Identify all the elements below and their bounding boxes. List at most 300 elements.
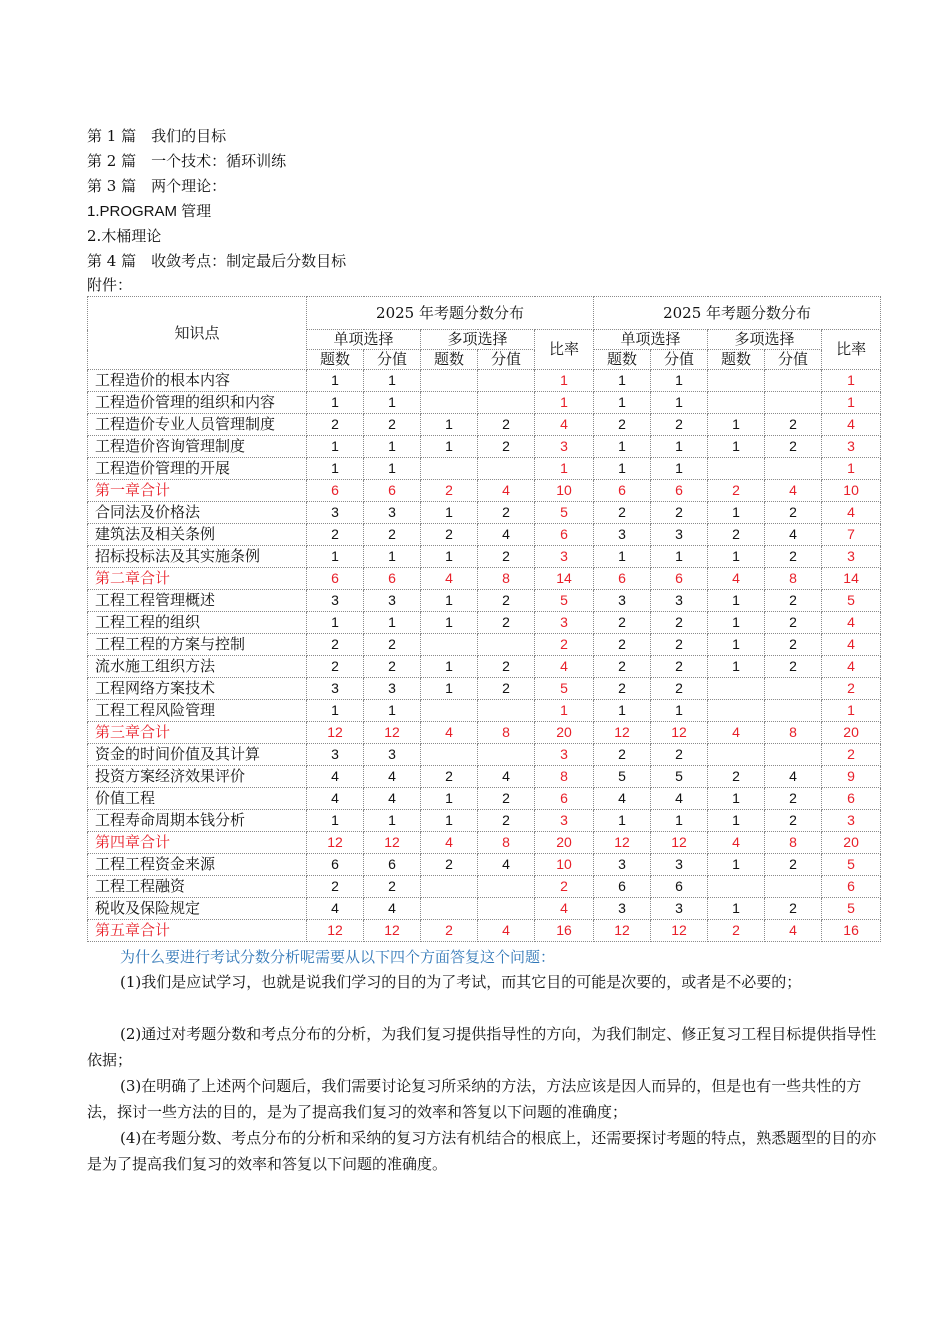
- knowledge-point-name: 第一章合计: [88, 480, 307, 502]
- ratio-cell: 1: [535, 700, 594, 722]
- header-count: 题数: [421, 350, 478, 370]
- value-cell: 1: [421, 414, 478, 436]
- value-cell: 4: [765, 920, 822, 942]
- value-cell: 1: [708, 502, 765, 524]
- value-cell: 2: [478, 788, 535, 810]
- value-cell: 2: [421, 920, 478, 942]
- ratio-cell: 5: [535, 502, 594, 524]
- knowledge-point-name: 合同法及价格法: [88, 502, 307, 524]
- value-cell: 6: [364, 854, 421, 876]
- ratio-cell: 5: [822, 898, 881, 920]
- value-cell: 1: [651, 392, 708, 414]
- paragraph: (1)我们是应试学习，也就是说我们学习的目的为了考试，而其它目的可能是次要的，或者是不必要的；: [120, 973, 802, 991]
- toc-item: 第 2 篇 一个技术：循环训练: [87, 152, 287, 170]
- ratio-cell: 9: [822, 766, 881, 788]
- value-cell: 1: [594, 458, 651, 480]
- value-cell: 2: [421, 854, 478, 876]
- value-cell: 2: [765, 436, 822, 458]
- value-cell: 2: [364, 876, 421, 898]
- value-cell: 1: [307, 370, 364, 392]
- ratio-cell: 1: [822, 458, 881, 480]
- value-cell: 2: [594, 414, 651, 436]
- knowledge-point-name: 资金的时间价值及其计算: [88, 744, 307, 766]
- value-cell: 2: [765, 502, 822, 524]
- knowledge-point-name: 工程寿命周期本钱分析: [88, 810, 307, 832]
- header-count: 题数: [307, 350, 364, 370]
- value-cell: [478, 876, 535, 898]
- ratio-cell: 4: [822, 634, 881, 656]
- value-cell: 4: [421, 568, 478, 590]
- value-cell: 1: [421, 590, 478, 612]
- value-cell: 4: [765, 524, 822, 546]
- toc-item: 第 3 篇 两个理论：: [87, 177, 227, 195]
- value-cell: 2: [307, 634, 364, 656]
- value-cell: [421, 744, 478, 766]
- value-cell: 3: [307, 590, 364, 612]
- value-cell: [421, 634, 478, 656]
- knowledge-point-name: 投资方案经济效果评价: [88, 766, 307, 788]
- value-cell: 4: [364, 788, 421, 810]
- value-cell: 1: [307, 458, 364, 480]
- header-single-choice: 单项选择: [594, 330, 708, 350]
- table-row: [88, 590, 881, 612]
- value-cell: 6: [364, 568, 421, 590]
- table-row: [88, 524, 881, 546]
- value-cell: 2: [478, 414, 535, 436]
- value-cell: 2: [765, 590, 822, 612]
- value-cell: 2: [651, 612, 708, 634]
- document-page: [87, 124, 882, 1177]
- value-cell: 1: [364, 700, 421, 722]
- value-cell: 6: [594, 480, 651, 502]
- ratio-cell: 10: [535, 854, 594, 876]
- value-cell: 12: [364, 722, 421, 744]
- ratio-cell: 3: [822, 546, 881, 568]
- value-cell: 5: [651, 766, 708, 788]
- ratio-cell: 10: [822, 480, 881, 502]
- knowledge-point-name: 工程造价管理的开展: [88, 458, 307, 480]
- value-cell: 3: [364, 744, 421, 766]
- ratio-cell: 6: [822, 788, 881, 810]
- attachment-label: 附件：: [87, 276, 133, 294]
- header-multi-choice: 多项选择: [421, 330, 535, 350]
- value-cell: 1: [307, 810, 364, 832]
- value-cell: 2: [364, 414, 421, 436]
- value-cell: 2: [478, 678, 535, 700]
- ratio-cell: 6: [535, 788, 594, 810]
- value-cell: [421, 392, 478, 414]
- ratio-cell: 6: [535, 524, 594, 546]
- knowledge-point-name: 第二章合计: [88, 568, 307, 590]
- header-count: 题数: [708, 350, 765, 370]
- value-cell: 2: [478, 810, 535, 832]
- chapter-total-row: [88, 568, 881, 590]
- header-single-choice: 单项选择: [307, 330, 421, 350]
- knowledge-point-name: 第三章合计: [88, 722, 307, 744]
- chapter-total-row: [88, 920, 881, 942]
- value-cell: 1: [364, 436, 421, 458]
- value-cell: 4: [307, 766, 364, 788]
- value-cell: [478, 458, 535, 480]
- knowledge-point-name: 流水施工组织方法: [88, 656, 307, 678]
- ratio-cell: 2: [822, 678, 881, 700]
- value-cell: 3: [364, 502, 421, 524]
- value-cell: [708, 458, 765, 480]
- score-distribution-table: [87, 296, 881, 942]
- value-cell: 6: [594, 876, 651, 898]
- value-cell: [478, 898, 535, 920]
- knowledge-point-name: 工程工程的组织: [88, 612, 307, 634]
- value-cell: 6: [594, 568, 651, 590]
- value-cell: 1: [421, 810, 478, 832]
- value-cell: 3: [364, 678, 421, 700]
- ratio-cell: 20: [822, 722, 881, 744]
- header-ratio: 比率: [822, 330, 881, 370]
- ratio-cell: 2: [535, 634, 594, 656]
- value-cell: 6: [307, 480, 364, 502]
- value-cell: [478, 370, 535, 392]
- value-cell: 1: [421, 546, 478, 568]
- ratio-cell: 5: [822, 854, 881, 876]
- ratio-cell: 4: [535, 414, 594, 436]
- value-cell: 2: [364, 524, 421, 546]
- paragraph: (2)通过对考题分数和考点分布的分析，为我们复习提供指导性的方向，为我们制定、修正复习工程目标提供指导性依据；: [87, 1025, 877, 1069]
- analysis-question: 为什么要进行考试分数分析呢需要从以下四个方面答复这个问题：: [120, 948, 556, 966]
- value-cell: 12: [651, 920, 708, 942]
- value-cell: 4: [594, 788, 651, 810]
- value-cell: 3: [594, 590, 651, 612]
- value-cell: 1: [421, 656, 478, 678]
- value-cell: 2: [594, 656, 651, 678]
- table-row: [88, 546, 881, 568]
- table-row: [88, 854, 881, 876]
- value-cell: 6: [651, 480, 708, 502]
- value-cell: 12: [307, 722, 364, 744]
- value-cell: 4: [307, 788, 364, 810]
- table-row: [88, 612, 881, 634]
- ratio-cell: 4: [822, 656, 881, 678]
- value-cell: 1: [594, 546, 651, 568]
- knowledge-point-name: 工程造价的根本内容: [88, 370, 307, 392]
- table-row: [88, 744, 881, 766]
- value-cell: 2: [765, 634, 822, 656]
- table-body: [88, 370, 881, 942]
- value-cell: 2: [765, 414, 822, 436]
- value-cell: 2: [307, 876, 364, 898]
- ratio-cell: 8: [535, 766, 594, 788]
- header-count: 题数: [594, 350, 651, 370]
- value-cell: [421, 700, 478, 722]
- value-cell: 2: [421, 524, 478, 546]
- value-cell: 1: [651, 458, 708, 480]
- table-row: [88, 634, 881, 656]
- chapter-total-row: [88, 480, 881, 502]
- table-row: [88, 392, 881, 414]
- ratio-cell: 6: [822, 876, 881, 898]
- value-cell: 6: [307, 854, 364, 876]
- value-cell: 8: [478, 722, 535, 744]
- toc-item: 第 4 篇 收敛考点：制定最后分数目标: [87, 252, 347, 270]
- value-cell: 4: [708, 722, 765, 744]
- value-cell: 2: [421, 480, 478, 502]
- value-cell: 2: [594, 678, 651, 700]
- value-cell: 4: [421, 722, 478, 744]
- value-cell: 2: [307, 656, 364, 678]
- value-cell: 1: [708, 656, 765, 678]
- header-group-left: 2025 年考题分数分布: [307, 297, 594, 330]
- value-cell: 12: [651, 722, 708, 744]
- value-cell: 12: [307, 920, 364, 942]
- ratio-cell: 5: [535, 590, 594, 612]
- ratio-cell: 16: [535, 920, 594, 942]
- value-cell: 8: [765, 722, 822, 744]
- knowledge-point-name: 工程造价管理的组织和内容: [88, 392, 307, 414]
- value-cell: [421, 876, 478, 898]
- value-cell: 12: [364, 832, 421, 854]
- value-cell: 3: [594, 898, 651, 920]
- value-cell: [478, 744, 535, 766]
- value-cell: 4: [708, 832, 765, 854]
- value-cell: 2: [765, 656, 822, 678]
- value-cell: 1: [708, 546, 765, 568]
- knowledge-point-name: 招标投标法及其实施条例: [88, 546, 307, 568]
- ratio-cell: 14: [535, 568, 594, 590]
- table-row: [88, 766, 881, 788]
- value-cell: 1: [421, 678, 478, 700]
- value-cell: 1: [708, 854, 765, 876]
- value-cell: 2: [478, 656, 535, 678]
- value-cell: 1: [651, 436, 708, 458]
- value-cell: 1: [708, 634, 765, 656]
- value-cell: [765, 700, 822, 722]
- knowledge-point-name: 工程工程资金来源: [88, 854, 307, 876]
- value-cell: 3: [594, 854, 651, 876]
- ratio-cell: 4: [822, 502, 881, 524]
- table-row: [88, 788, 881, 810]
- value-cell: 8: [765, 832, 822, 854]
- value-cell: 4: [478, 480, 535, 502]
- value-cell: 1: [651, 546, 708, 568]
- value-cell: 2: [765, 788, 822, 810]
- value-cell: 8: [478, 568, 535, 590]
- table-row: [88, 458, 881, 480]
- chapter-total-row: [88, 832, 881, 854]
- value-cell: 4: [765, 480, 822, 502]
- value-cell: 1: [421, 502, 478, 524]
- value-cell: 4: [708, 568, 765, 590]
- value-cell: [478, 700, 535, 722]
- value-cell: [478, 634, 535, 656]
- ratio-cell: 4: [822, 612, 881, 634]
- value-cell: 4: [421, 832, 478, 854]
- value-cell: 12: [651, 832, 708, 854]
- value-cell: [708, 876, 765, 898]
- value-cell: 2: [594, 744, 651, 766]
- value-cell: [478, 392, 535, 414]
- table-row: [88, 370, 881, 392]
- header-knowledge-point: 知识点: [88, 297, 307, 370]
- value-cell: 4: [478, 766, 535, 788]
- header-score: 分值: [651, 350, 708, 370]
- table-row: [88, 656, 881, 678]
- value-cell: 6: [364, 480, 421, 502]
- ratio-cell: 20: [535, 722, 594, 744]
- knowledge-point-name: 建筑法及相关条例: [88, 524, 307, 546]
- header-row-1: [88, 297, 881, 330]
- value-cell: 12: [594, 722, 651, 744]
- value-cell: 1: [307, 392, 364, 414]
- value-cell: 2: [478, 546, 535, 568]
- knowledge-point-name: 第五章合计: [88, 920, 307, 942]
- paragraph-gap: [87, 995, 882, 1021]
- value-cell: 1: [594, 700, 651, 722]
- value-cell: 8: [478, 832, 535, 854]
- table-of-contents: [87, 124, 882, 274]
- value-cell: 4: [478, 854, 535, 876]
- value-cell: 1: [708, 612, 765, 634]
- value-cell: 1: [594, 810, 651, 832]
- header-group-right: 2025 年考题分数分布: [594, 297, 881, 330]
- value-cell: 2: [765, 612, 822, 634]
- value-cell: 2: [364, 656, 421, 678]
- value-cell: 4: [364, 898, 421, 920]
- knowledge-point-name: 税收及保险规定: [88, 898, 307, 920]
- value-cell: 6: [307, 568, 364, 590]
- value-cell: 1: [708, 436, 765, 458]
- value-cell: 2: [765, 898, 822, 920]
- value-cell: 2: [708, 920, 765, 942]
- value-cell: 2: [478, 590, 535, 612]
- ratio-cell: 2: [535, 876, 594, 898]
- value-cell: 2: [478, 436, 535, 458]
- ratio-cell: 4: [535, 656, 594, 678]
- header-score: 分值: [364, 350, 421, 370]
- table-row: [88, 678, 881, 700]
- value-cell: 4: [478, 920, 535, 942]
- value-cell: 1: [307, 700, 364, 722]
- header-multi-choice: 多项选择: [708, 330, 822, 350]
- value-cell: 4: [651, 788, 708, 810]
- value-cell: 3: [594, 524, 651, 546]
- value-cell: 2: [594, 634, 651, 656]
- value-cell: 4: [478, 524, 535, 546]
- ratio-cell: 10: [535, 480, 594, 502]
- value-cell: [708, 700, 765, 722]
- value-cell: 3: [307, 678, 364, 700]
- value-cell: 1: [594, 392, 651, 414]
- value-cell: 2: [708, 524, 765, 546]
- ratio-cell: 1: [535, 458, 594, 480]
- table-row: [88, 502, 881, 524]
- table-row: [88, 898, 881, 920]
- value-cell: [708, 370, 765, 392]
- ratio-cell: 2: [822, 744, 881, 766]
- ratio-cell: 5: [822, 590, 881, 612]
- value-cell: 2: [307, 414, 364, 436]
- table-row: [88, 700, 881, 722]
- ratio-cell: 3: [535, 546, 594, 568]
- knowledge-point-name: 第四章合计: [88, 832, 307, 854]
- table-row: [88, 876, 881, 898]
- ratio-cell: 14: [822, 568, 881, 590]
- value-cell: 1: [421, 788, 478, 810]
- value-cell: [765, 392, 822, 414]
- toc-item: 2.木桶理论: [87, 227, 162, 245]
- ratio-cell: 5: [535, 678, 594, 700]
- value-cell: 1: [421, 436, 478, 458]
- table-row: [88, 810, 881, 832]
- ratio-cell: 4: [822, 414, 881, 436]
- knowledge-point-name: 工程工程融资: [88, 876, 307, 898]
- value-cell: 2: [765, 546, 822, 568]
- value-cell: 6: [651, 876, 708, 898]
- value-cell: 2: [708, 480, 765, 502]
- ratio-cell: 1: [822, 392, 881, 414]
- header-score: 分值: [765, 350, 822, 370]
- value-cell: [708, 392, 765, 414]
- value-cell: [765, 370, 822, 392]
- value-cell: 3: [651, 854, 708, 876]
- value-cell: 12: [594, 832, 651, 854]
- ratio-cell: 1: [822, 370, 881, 392]
- value-cell: [765, 678, 822, 700]
- knowledge-point-name: 工程网络方案技术: [88, 678, 307, 700]
- knowledge-point-name: 工程工程管理概述: [88, 590, 307, 612]
- ratio-cell: 7: [822, 524, 881, 546]
- value-cell: [765, 876, 822, 898]
- ratio-cell: 3: [535, 810, 594, 832]
- knowledge-point-name: 工程工程风险管理: [88, 700, 307, 722]
- ratio-cell: 1: [535, 370, 594, 392]
- ratio-cell: 3: [535, 612, 594, 634]
- value-cell: 2: [364, 634, 421, 656]
- value-cell: 1: [708, 788, 765, 810]
- value-cell: 1: [651, 700, 708, 722]
- knowledge-point-name: 价值工程: [88, 788, 307, 810]
- value-cell: [421, 370, 478, 392]
- toc-item: 第 1 篇 我们的目标: [87, 127, 227, 145]
- value-cell: 1: [364, 370, 421, 392]
- toc-item: 1.PROGRAM 管理: [87, 203, 212, 220]
- value-cell: 5: [594, 766, 651, 788]
- value-cell: [421, 898, 478, 920]
- value-cell: 3: [651, 898, 708, 920]
- header-score: 分值: [478, 350, 535, 370]
- header-ratio: 比率: [535, 330, 594, 370]
- value-cell: 4: [364, 766, 421, 788]
- value-cell: 8: [765, 568, 822, 590]
- ratio-cell: 3: [535, 436, 594, 458]
- value-cell: 1: [364, 612, 421, 634]
- value-cell: 1: [364, 458, 421, 480]
- knowledge-point-name: 工程造价专业人员管理制度: [88, 414, 307, 436]
- knowledge-point-name: 工程造价咨询管理制度: [88, 436, 307, 458]
- ratio-cell: 3: [822, 810, 881, 832]
- value-cell: 2: [651, 414, 708, 436]
- ratio-cell: 1: [822, 700, 881, 722]
- value-cell: 2: [307, 524, 364, 546]
- value-cell: 2: [651, 678, 708, 700]
- value-cell: 4: [765, 766, 822, 788]
- value-cell: 2: [651, 656, 708, 678]
- value-cell: 1: [594, 370, 651, 392]
- value-cell: 2: [594, 502, 651, 524]
- value-cell: 2: [421, 766, 478, 788]
- value-cell: 12: [307, 832, 364, 854]
- ratio-cell: 3: [822, 436, 881, 458]
- table-row: [88, 414, 881, 436]
- value-cell: 1: [594, 436, 651, 458]
